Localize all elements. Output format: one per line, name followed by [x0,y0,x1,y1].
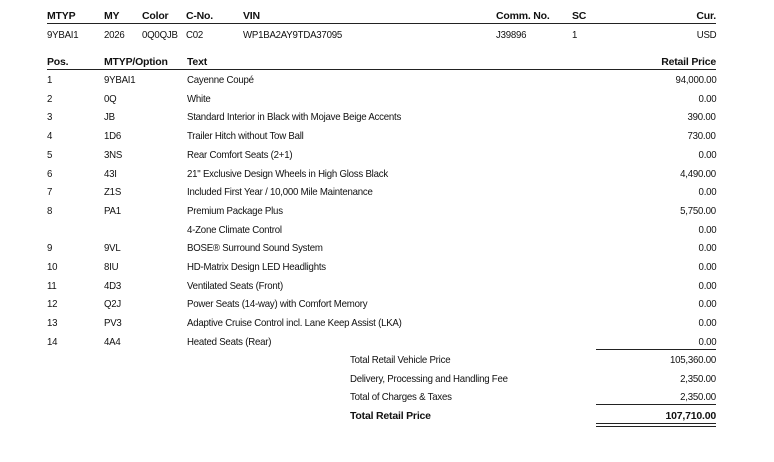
header-divider [47,23,716,24]
row-description: White [187,93,211,105]
row-description: Rear Comfort Seats (2+1) [187,149,293,161]
row-pos: 6 [47,168,53,180]
row-description: Adaptive Cruise Control incl. Lane Keep Assist (LKA) [187,317,402,329]
value-c-no: C02 [186,29,204,41]
charges-taxes-value: 2,350.00 [680,391,716,403]
row-option-code: PA1 [104,205,121,217]
row-option-code: 9YBAI1 [104,74,136,86]
col-header-sc: SC [572,10,587,22]
col-header-retail-price: Retail Price [661,56,716,68]
col-header-comm-no: Comm. No. [496,10,550,22]
total-vehicle-price-label: Total Retail Vehicle Price [350,354,451,366]
row-option-code: JB [104,111,115,123]
value-mtyp: 9YBAI1 [47,29,79,41]
value-cur: USD [696,29,716,41]
row-pos: 3 [47,111,53,123]
col-header-c-no: C-No. [186,10,213,22]
row-option-code: 9VL [104,242,121,254]
row-option-code: PV3 [104,317,122,329]
row-description: Power Seats (14-way) with Comfort Memory [187,298,368,310]
row-description: Trailer Hitch without Tow Ball [187,130,304,142]
row-description: BOSE® Surround Sound System [187,242,323,254]
row-description: 4-Zone Climate Control [187,224,282,236]
row-pos: 7 [47,186,53,198]
row-option-code: 8IU [104,261,119,273]
row-pos: 2 [47,93,53,105]
col-header-pos: Pos. [47,56,69,68]
row-option-code: 4A4 [104,336,121,348]
row-retail-price: 0.00 [698,280,716,292]
row-pos: 4 [47,130,53,142]
charges-divider [596,404,716,405]
row-description: HD-Matrix Design LED Headlights [187,261,326,273]
col-header-text: Text [187,56,208,68]
row-pos: 9 [47,242,53,254]
charges-taxes-label: Total of Charges & Taxes [350,391,452,403]
total-retail-price-value: 107,710.00 [665,410,716,422]
row-pos: 1 [47,74,53,86]
total-vehicle-price-value: 105,360.00 [669,354,716,366]
row-description: 21" Exclusive Design Wheels in High Gloss Black [187,168,388,180]
row-pos: 10 [47,261,58,273]
value-sc: 1 [572,29,578,41]
row-pos: 12 [47,298,58,310]
value-comm-no: J39896 [496,29,527,41]
row-retail-price: 0.00 [698,336,716,348]
row-retail-price: 0.00 [698,242,716,254]
row-retail-price: 5,750.00 [680,205,716,217]
row-pos: 11 [47,280,57,292]
row-option-code: 1D6 [104,130,122,142]
row-retail-price: 0.00 [698,298,716,310]
delivery-fee-value: 2,350.00 [680,373,716,385]
row-description: Premium Package Plus [187,205,283,217]
value-vin: WP1BA2AY9TDA37095 [243,29,343,41]
row-retail-price: 94,000.00 [675,74,716,86]
row-retail-price: 0.00 [698,149,716,161]
row-retail-price: 0.00 [698,317,716,329]
row-pos: 13 [47,317,58,329]
col-header-option: MTYP/Option [104,56,168,68]
row-option-code: Z1S [104,186,122,198]
row-pos: 8 [47,205,53,217]
row-retail-price: 390.00 [687,111,716,123]
value-my: 2026 [104,29,125,41]
row-pos: 5 [47,149,53,161]
row-description: Included First Year / 10,000 Mile Maintenance [187,186,373,198]
row-option-code: 4D3 [104,280,122,292]
row-retail-price: 0.00 [698,186,716,198]
row-description: Ventilated Seats (Front) [187,280,283,292]
row-retail-price: 0.00 [698,261,716,273]
table-header-divider [47,69,716,70]
row-retail-price: 0.00 [698,224,716,236]
row-option-code: 0Q [104,93,117,105]
total-retail-price-label: Total Retail Price [350,410,431,422]
subtotal-divider [596,349,716,350]
row-option-code: 3NS [104,149,123,161]
row-description: Cayenne Coupé [187,74,254,86]
row-option-code: Q2J [104,298,122,310]
row-description: Standard Interior in Black with Mojave Beige Accents [187,111,402,123]
row-retail-price: 730.00 [687,130,716,142]
row-description: Heated Seats (Rear) [187,336,272,348]
row-option-code: 43I [104,168,117,180]
total-double-underline [596,423,716,427]
row-pos: 14 [47,336,58,348]
col-header-vin: VIN [243,10,260,22]
row-retail-price: 4,490.00 [680,168,716,180]
row-retail-price: 0.00 [698,93,716,105]
col-header-my: MY [104,10,120,22]
col-header-mtyp: MTYP [47,10,76,22]
col-header-color: Color [142,10,169,22]
delivery-fee-label: Delivery, Processing and Handling Fee [350,373,508,385]
value-color: 0Q0QJB [142,29,178,41]
col-header-cur: Cur. [696,10,716,22]
